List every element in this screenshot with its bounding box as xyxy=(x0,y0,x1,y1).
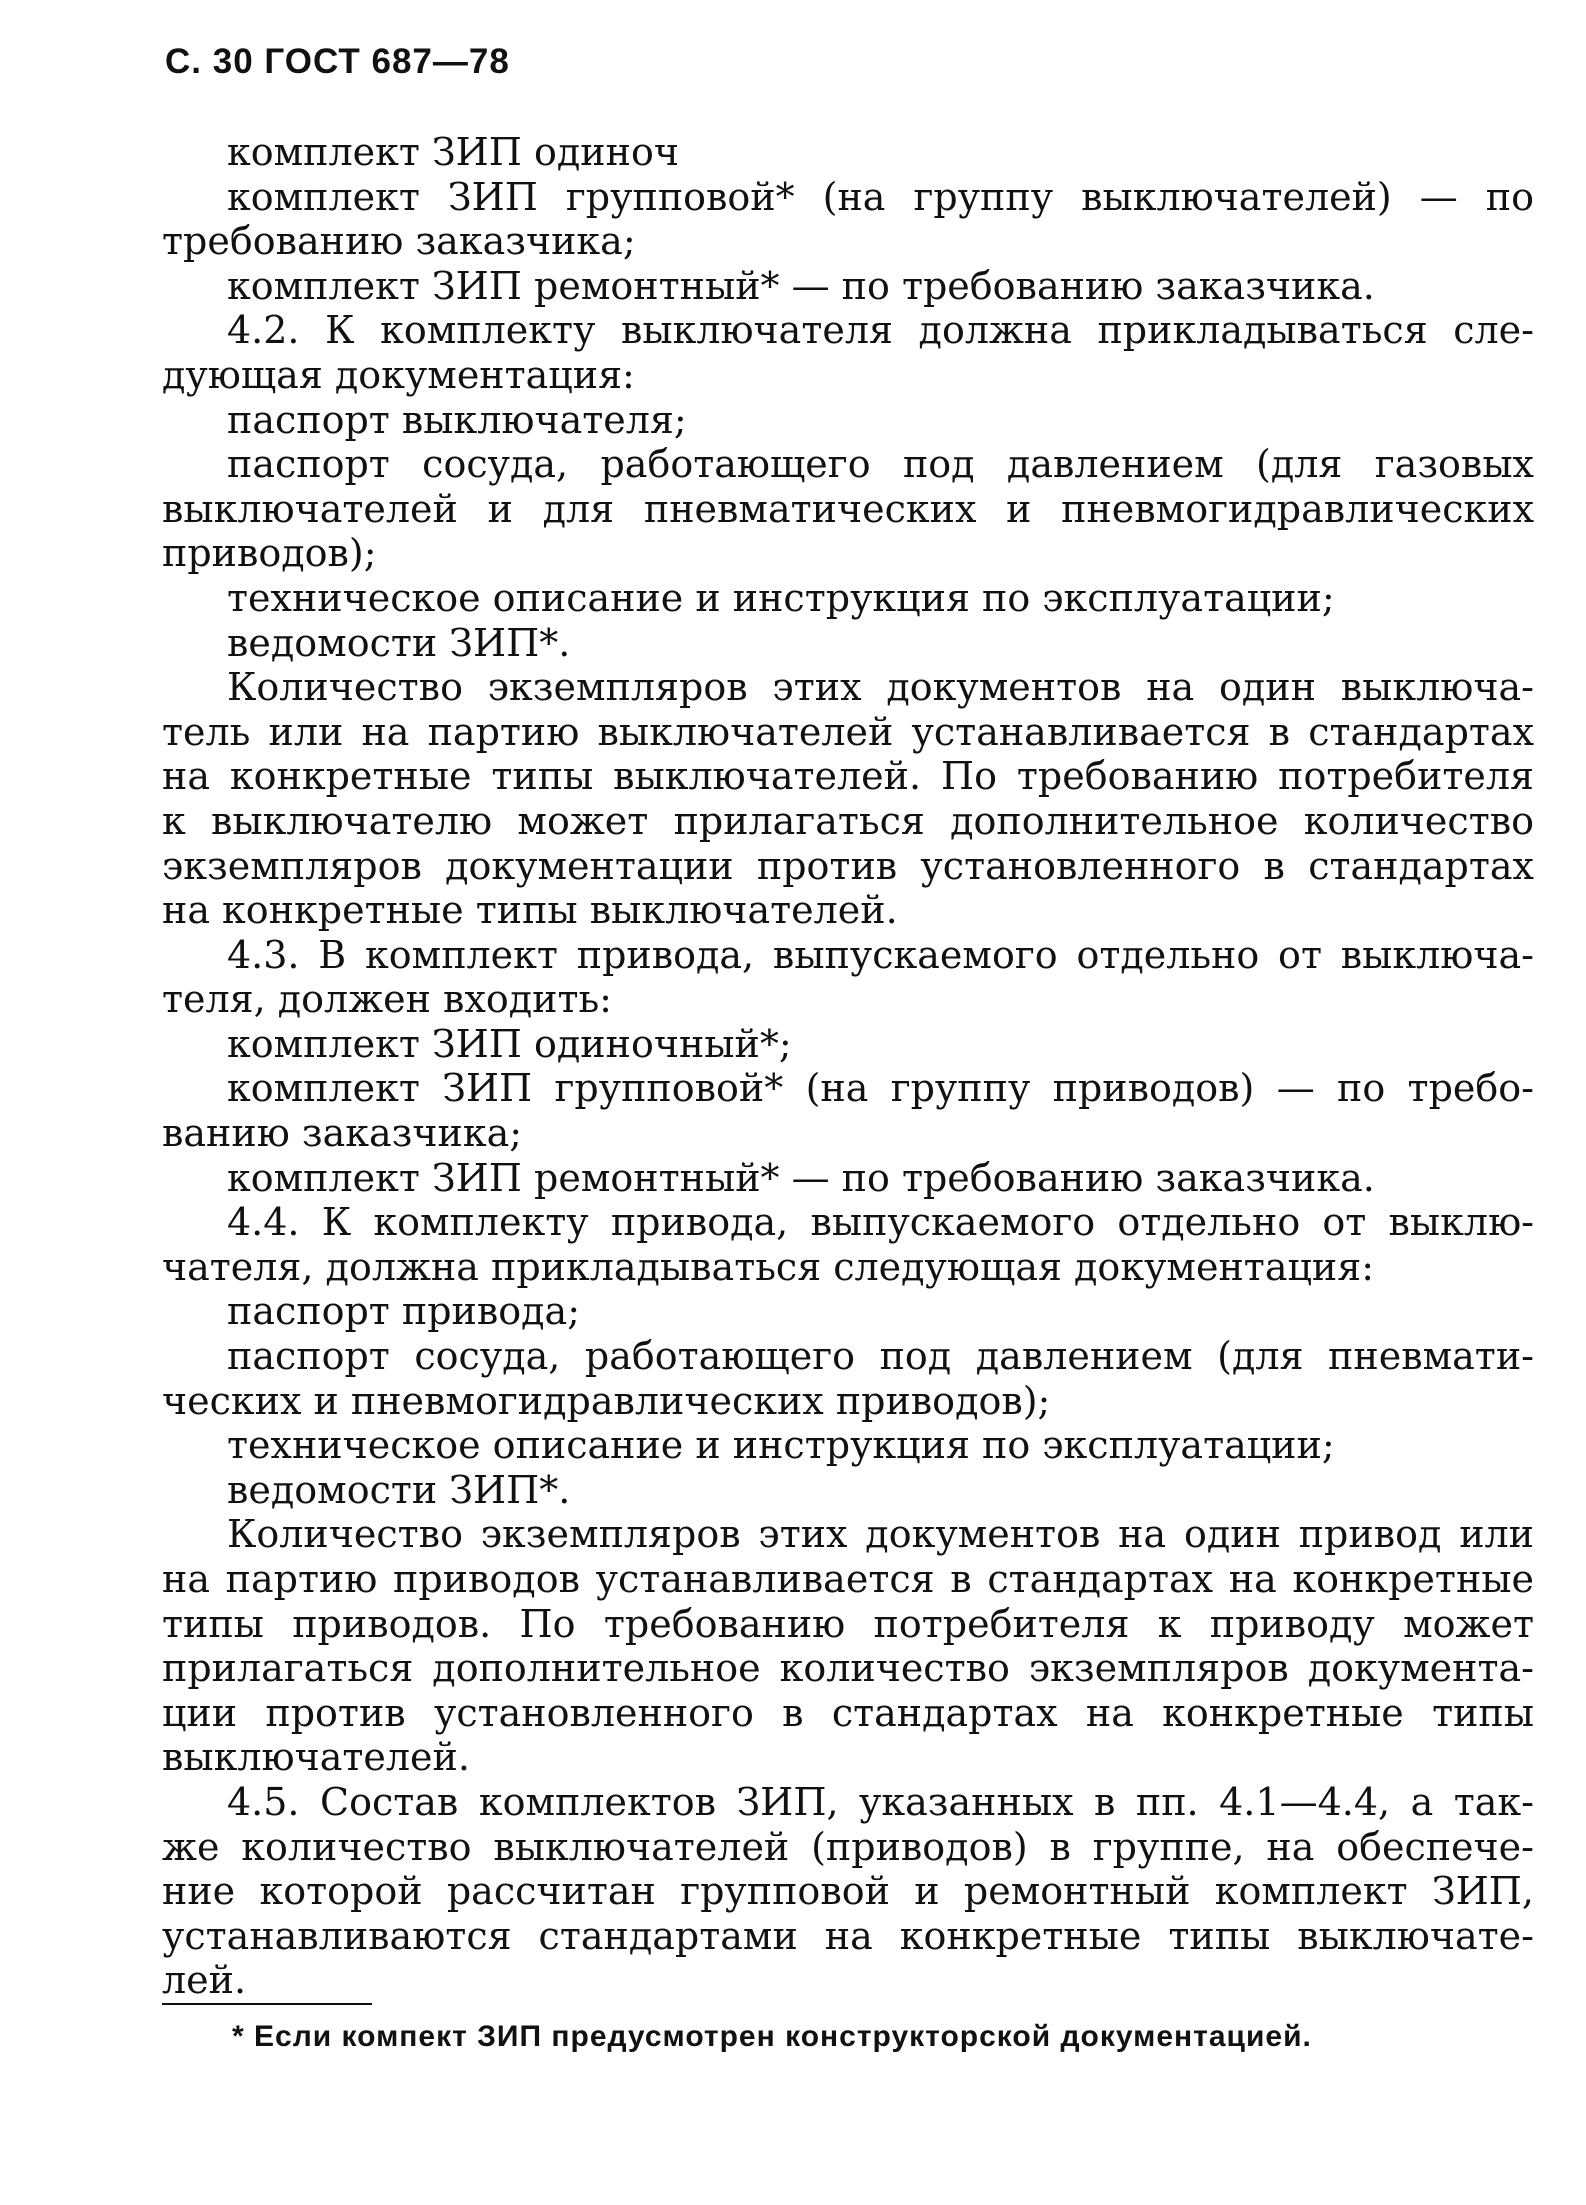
text-line: к выключателю может прилагаться дополнительное количество xyxy=(162,798,1534,843)
text-line: паспорт выключателя; xyxy=(227,397,687,442)
text-line: комплект ЗИП ремонтный* — по требованию заказчика. xyxy=(227,263,1375,308)
text-line: устанавливаются стандартами на конкретные типы выключате- xyxy=(162,1913,1534,1958)
text-line: выключателей. xyxy=(162,1735,470,1780)
text-line: экземпляров документации против установленного в стандартах xyxy=(162,843,1534,888)
text-line: ведомости ЗИП*. xyxy=(227,1467,571,1512)
text-line: комплект ЗИП групповой* (на группу приводов) — по требо- xyxy=(227,1066,1534,1111)
text-line: лей. xyxy=(162,1958,247,2003)
text-line: ческих и пневмогидравлических приводов); xyxy=(162,1378,1051,1423)
text-line: комплект ЗИП групповой* (на группу выключателей) — по xyxy=(227,174,1534,219)
footnote-divider xyxy=(162,2003,372,2005)
text-line: Количество экземпляров этих документов на один привод или xyxy=(227,1512,1534,1557)
text-line: 4.2. К комплекту выключателя должна прикладываться сле- xyxy=(227,308,1534,353)
text-line: выключателей и для пневматических и пневмогидравлических xyxy=(162,486,1534,531)
text-line: чателя, должна прикладываться следующая документация: xyxy=(162,1244,1375,1289)
text-line: типы приводов. По требованию потребителя к приводу может xyxy=(162,1601,1534,1646)
text-line: прилагаться дополнительное количество экземпляров документа- xyxy=(162,1646,1534,1691)
text-line: паспорт сосуда, работающего под давлением (для газовых xyxy=(227,442,1534,487)
page-number: С. 30 xyxy=(165,42,254,81)
text-line: теля, должен входить: xyxy=(162,977,612,1022)
text-line: комплект ЗИП одиночный*; xyxy=(227,1021,792,1066)
text-line: ведомости ЗИП*. xyxy=(227,620,571,665)
text-line: 4.3. В комплект привода, выпускаемого отдельно от выключа- xyxy=(227,932,1534,977)
text-line: на партию приводов устанавливается в стандартах на конкретные xyxy=(162,1557,1534,1601)
text-line: приводов); xyxy=(162,531,377,576)
text-line: же количество выключателей (приводов) в группе, на обеспече- xyxy=(162,1824,1534,1869)
text-line: тель или на партию выключателей устанавливается в стандартах xyxy=(162,709,1534,754)
text-line: Количество экземпляров этих документов на один выключа- xyxy=(227,665,1534,710)
text-line: техническое описание и инструкция по эксплуатации; xyxy=(227,575,1335,620)
text-line: ние которой рассчитан групповой и ремонтный комплект ЗИП, xyxy=(162,1869,1534,1914)
document-body xyxy=(162,130,1534,2003)
text-line: паспорт сосуда, работающего под давлением (для пневмати- xyxy=(227,1334,1534,1379)
text-line: ции против установленного в стандартах на конкретные типы xyxy=(162,1690,1534,1735)
standard-code: ГОСТ 687—78 xyxy=(264,42,510,81)
text-line: паспорт привода; xyxy=(227,1289,581,1334)
text-line: комплект ЗИП одиноч xyxy=(227,130,679,174)
text-line: на конкретные типы выключателей. По требованию потребителя xyxy=(162,754,1534,799)
text-line: техническое описание и инструкция по эксплуатации; xyxy=(227,1423,1335,1468)
text-line: на конкретные типы выключателей. xyxy=(162,888,898,933)
text-line: ванию заказчика; xyxy=(162,1111,523,1156)
text-line: требованию заказчика; xyxy=(162,219,636,264)
text-line: 4.5. Состав комплектов ЗИП, указанных в пп. 4.1—4.4, а так- xyxy=(227,1779,1534,1824)
text-line: 4.4. К комплекту привода, выпускаемого отдельно от выклю- xyxy=(227,1200,1534,1245)
text-line: комплект ЗИП ремонтный* — по требованию заказчика. xyxy=(227,1155,1375,1200)
text-line: дующая документация: xyxy=(162,352,635,397)
footnote: * Если компект ЗИП предусмотрен конструкторской документацией. xyxy=(232,2020,1312,2053)
page-header xyxy=(165,42,510,82)
